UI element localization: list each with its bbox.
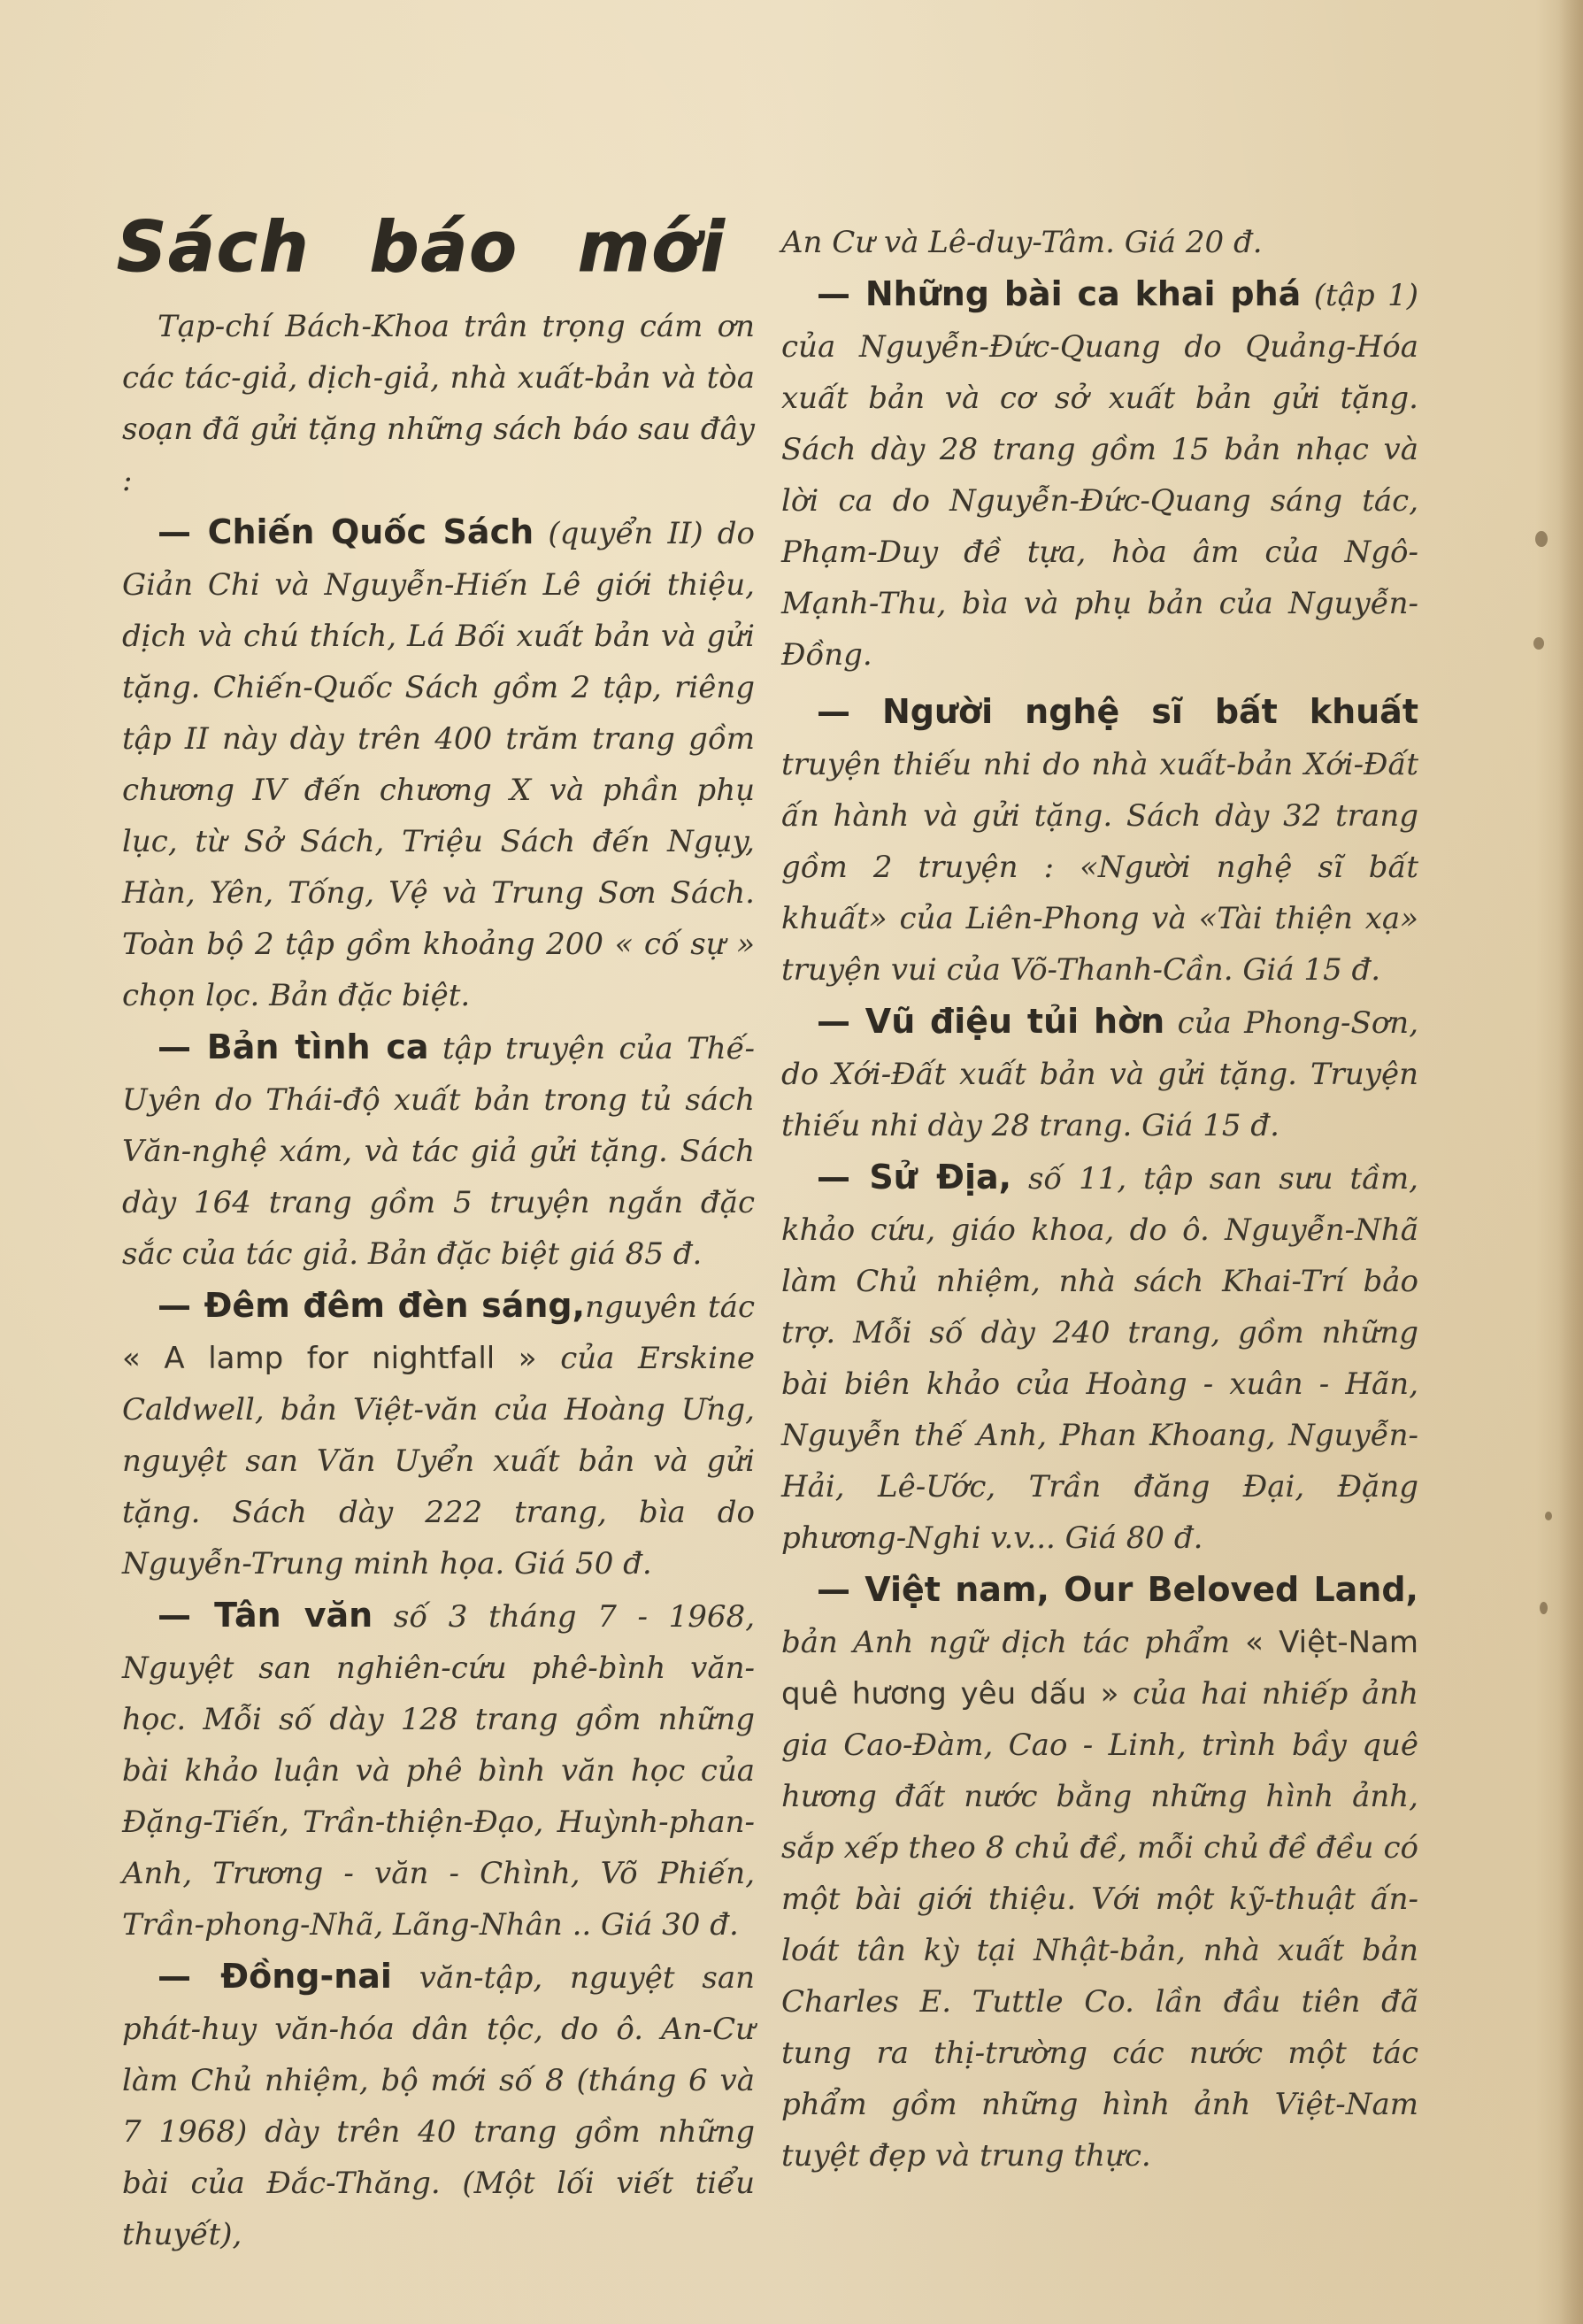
entry-title: — Sử Địa, xyxy=(817,1158,1012,1197)
entry-text: truyện thiếu nhi do nhà xuất-bản Xới-Đất ấn hành và gửi tặng. Sách dày 32 trang gồm 2 truyện : «Người nghệ sĩ bất khuất» của Liên-Phong và «Tài thiện xạ» truyện vui của Võ-Thanh-Cần. Giá 15 đ. xyxy=(781,747,1418,988)
page-edge-shadow xyxy=(1558,0,1583,2324)
original-title: « A lamp for nightfall » xyxy=(122,1340,537,1376)
entry-text: (tập 1) của Nguyễn-Đức-Quang do Quảng-Hóa xuất bản và cơ sở xuất bản gửi tặng. Sách dày 28 trang gồm 15 bản nhạc và lời ca do Nguyễn-Đức-Quang sáng tác, Phạm-Duy đề tựa, hòa âm của Ngô-Mạnh-Thu, bìa và phụ bản của Nguyễn-Đồng. xyxy=(781,278,1418,673)
intro-paragraph: Tạp-chí Bách-Khoa trân trọng cám ơn các tác-giả, dịch-giả, nhà xuất-bản và tòa soạn đã gửi tặng những sách báo sau đây : xyxy=(122,308,755,498)
right-column xyxy=(781,217,1418,2182)
entry-title: — Người nghệ sĩ bất khuất xyxy=(817,692,1418,731)
entry-vu-dieu-tui-hon xyxy=(781,996,1418,1151)
entry-ban-tinh-ca xyxy=(122,1021,755,1280)
paper-stain xyxy=(1535,531,1548,547)
entry-text-before: nguyên tác xyxy=(585,1289,755,1325)
entry-dong-nai xyxy=(122,1951,755,2260)
entry-text: số 3 tháng 7 - 1968, Nguyệt san nghiên-cứu phê-bình văn-học. Mỗi số dày 128 trang gồm những bài khảo luận và phê bình văn học của Đặng-Tiến, Trần-thiện-Đạo, Huỳnh-phan-Anh, Trương - văn - Chình, Võ Phiến, Trần-phong-Nhã, Lãng-Nhân .. Giá 30 đ. xyxy=(122,1598,756,1943)
entry-text-before: bản Anh ngữ dịch tác phẩm xyxy=(781,1625,1230,1660)
entry-viet-nam-our-beloved-land xyxy=(781,1564,1418,2182)
entry-text: của Phong-Sơn, do Xới-Đất xuất bản và gửi tặng. Truyện thiếu nhi dày 28 trang. Giá 15 đ. xyxy=(781,1005,1419,1143)
paper-stain xyxy=(1540,1602,1548,1614)
entry-text: văn-tập, nguyệt san phát-huy văn-hóa dân tộc, do ô. An-Cư làm Chủ nhiệm, bộ mới số 8 (tháng 6 và 7 1968) dày trên 40 trang gồm những bài của Đắc-Thăng. (Một lối viết tiểu thuyết), xyxy=(122,1959,756,2252)
translated-work-title: « Việt-Nam quê hương yêu dấu » xyxy=(781,1625,1418,1712)
entry-su-dia xyxy=(781,1151,1418,1564)
entry-title: — Chiến Quốc Sách xyxy=(158,512,534,551)
paper-stain xyxy=(1533,637,1544,650)
entry-text: tập truyện của Thế-Uyên do Thái-độ xuất bản trong tủ sách Văn-nghệ xám, và tác giả gửi tặng. Sách dày 164 trang gồm 5 truyện ngắn đặc sắc của tác giả. Bản đặc biệt giá 85 đ. xyxy=(122,1030,756,1272)
entry-title: — Vũ điệu tủi hờn xyxy=(817,1002,1165,1041)
entry-text: số 11, tập san sưu tầm, khảo cứu, giáo khoa, do ô. Nguyễn-Nhã làm Chủ nhiệm, nhà sách Khai-Trí bảo trợ. Mỗi số dày 240 trang, gồm những bài biên khảo của Hoàng - xuân - Hãn, Nguyễn thế Anh, Phan Khoang, Nguyễn-Hải, Lê-Ước, Trần đăng Đại, Đặng phương-Nghi v.v... Giá 80 đ. xyxy=(781,1161,1418,1556)
entry-title: — Đồng-nai xyxy=(158,1956,392,1996)
entry-text: của hai nhiếp ảnh gia Cao-Đàm, Cao - Linh, trình bầy quê hương đất nước bằng những hình ảnh, sắp xếp theo 8 chủ đề, mỗi chủ đề đều có một bài giới thiệu. Với một kỹ-thuật ấn-loát tân kỳ tại Nhật-bản, nhà xuất bản Charles E. Tuttle Co. lần đầu tiên đã tung ra thị-trường các nước một tác phẩm gồm những hình ảnh Việt-Nam tuyệt đẹp và trung thực. xyxy=(781,1676,1419,2174)
entry-title: — Đêm đêm đèn sáng, xyxy=(158,1285,586,1325)
entry-title: — Bản tình ca xyxy=(158,1027,429,1066)
entry-title: — Tân văn xyxy=(158,1595,373,1635)
entry-chien-quoc-sach xyxy=(122,506,755,1021)
left-column xyxy=(117,208,756,2260)
entry-text: của Erskine Caldwell, bản Việt-văn của Hoàng Ưng, nguyệt san Văn Uyển xuất bản và gửi tặng. Sách dày 222 trang, bìa do Nguyễn-Trung minh họa. Giá 50 đ. xyxy=(122,1340,755,1581)
paper-stain xyxy=(1545,1512,1552,1520)
entry-title: — Những bài ca khai phá xyxy=(817,274,1302,313)
entry-title: — Việt nam, Our Beloved Land, xyxy=(817,1570,1418,1609)
entry-text: (quyển II) do Giản Chi và Nguyễn-Hiến Lê giới thiệu, dịch và chú thích, Lá Bối xuất bản và gửi tặng. Chiến-Quốc Sách gồm 2 tập, riêng tập II này dày trên 400 trăm trang gồm chương IV đến chương X và phần phụ lục, từ Sở Sách, Triệu Sách đến Ngụy, Hàn, Yên, Tống, Vệ và Trung Sơn Sách. Toàn bộ 2 tập gồm khoảng 200 « cố sự » chọn lọc. Bản đặc biệt. xyxy=(122,515,755,1013)
entry-nguoi-nghe-si-bat-khuat xyxy=(781,686,1418,996)
page-title: Sách báo mới xyxy=(117,208,726,288)
entry-dong-nai-continued: An Cư và Lê-duy-Tâm. Giá 20 đ. xyxy=(781,225,1263,260)
entry-nhung-bai-ca-khai-pha xyxy=(781,268,1418,681)
entry-dem-dem-den-sang xyxy=(122,1280,755,1589)
entry-tan-van xyxy=(122,1589,755,1951)
